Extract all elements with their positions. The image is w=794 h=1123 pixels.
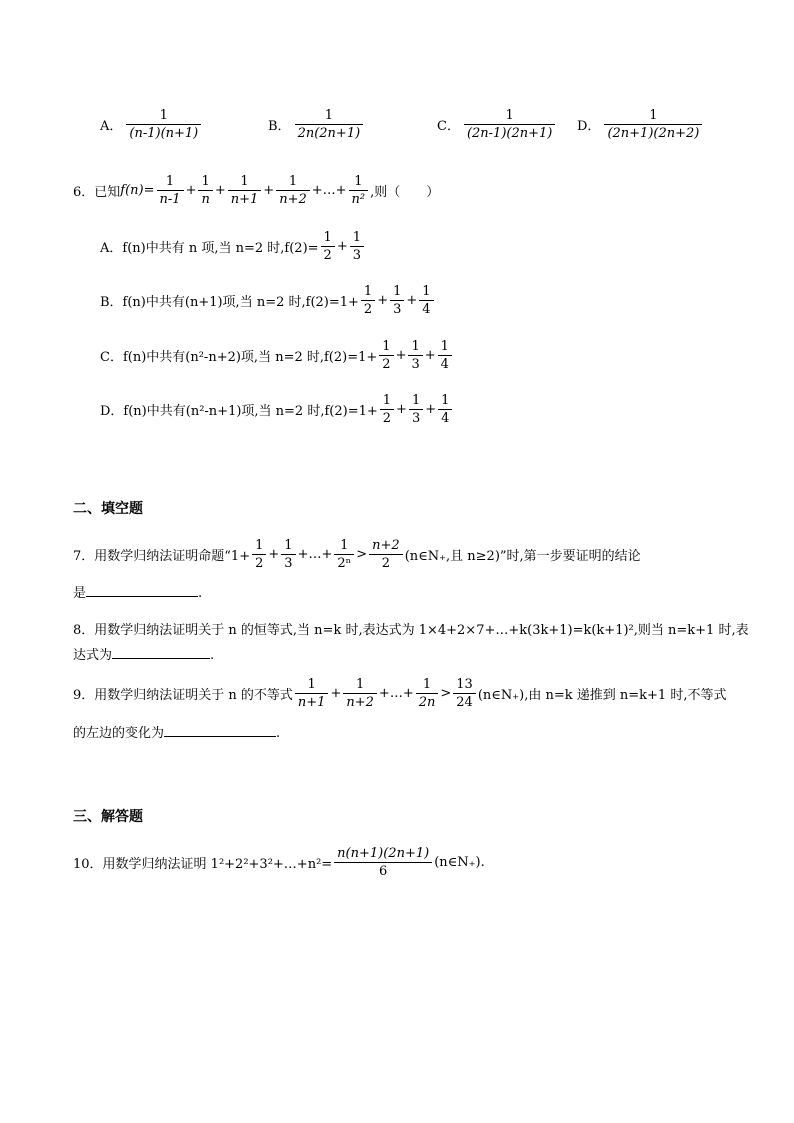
q7-line2: 是 . [73, 582, 202, 601]
q8-line2: 达式为 . [73, 644, 214, 663]
answer-blank[interactable] [112, 645, 210, 659]
fraction: $\frac{13}{24}$ [453, 677, 476, 710]
fraction: $\frac{1}{n-1}$ [157, 174, 184, 207]
q6-option-b: B．f(n)中共有(n+1)项,当 n=2 时,f(2)=1+ $\frac{1}{2}$ + $\frac{1}{3}$ + $\frac{1}{4}$ [100, 284, 436, 317]
fraction: $\frac{1}{n+2}$ [276, 174, 310, 207]
fraction: $\frac{1}{(2n+1)(2n+2)}$ [604, 108, 702, 141]
fraction: $\frac{1}{3}$ [390, 284, 404, 317]
fraction: $\frac{1}{\text{n²}}$ [349, 174, 369, 207]
fraction: $\frac{1}{2}$ [252, 538, 266, 571]
fraction: $\frac{1}{n+1}$ [228, 174, 262, 207]
q6-stem: 6．已知 f(n)= $\frac{1}{n-1}$ + $\frac{1}{n}$ + $\frac{1}{n+1}$ + $\frac{1}{n+2}$ +…+ $\frac{1}{\text{n²}}$ ,则（ ） [73, 174, 440, 207]
q6-option-a: A．f(n)中共有 n 项,当 n=2 时,f(2)= $\frac{1}{2}$ + $\frac{1}{3}$ [100, 230, 366, 263]
section-heading-fill-in: 二、填空题 [73, 501, 143, 517]
q8-line1: 8．用数学归纳法证明关于 n 的恒等式,当 n=k 时,表达式为 1×4+2×7+…+k(3k+1)=k(k+1)²,则当 n=k+1 时,表 [73, 623, 749, 638]
fraction: $\frac{1}{4}$ [438, 393, 452, 426]
fraction: $\frac{1}{2}$ [379, 339, 393, 372]
fraction: $\frac{1}{4}$ [419, 284, 433, 317]
q10-stem: 10．用数学归纳法证明 1²+2²+3²+…+n²= $\frac{n(n+1)(2n+1)}{6}$ (n∈N₊). [73, 846, 485, 879]
answer-blank[interactable] [86, 583, 198, 597]
fraction: $\frac{1}{3}$ [408, 339, 422, 372]
q7-line1: 7．用数学归纳法证明命题“1+ $\frac{1}{2}$ + $\frac{1}{3}$ +…+ $\frac{1}{\text{2ⁿ}}$ > $\frac{n+2}{2}$ (n∈N₊,且 n≥2)”时,第一步要证明的结论 [73, 538, 641, 571]
fraction: $\frac{1}{3}$ [281, 538, 295, 571]
fraction: $\frac{1}{(n-1)(n+1)}$ [126, 108, 201, 141]
fraction: $\frac{n+2}{2}$ [369, 538, 403, 571]
fraction: $\frac{1}{2n}$ [416, 677, 439, 710]
section-heading-solution: 三、解答题 [73, 809, 143, 825]
q5-option-b: B． $\frac{1}{2n(2n+1)}$ [268, 108, 365, 141]
q5-option-d: D． $\frac{1}{(2n+1)(2n+2)}$ [577, 108, 704, 141]
fraction: $\frac{1}{n+2}$ [343, 677, 377, 710]
answer-blank[interactable] [164, 723, 276, 737]
fraction: $\frac{1}{2n(2n+1)}$ [295, 108, 364, 141]
q6-option-c: C．f(n)中共有(n²-n+2)项,当 n=2 时,f(2)=1+ $\frac{1}{2}$ + $\frac{1}{3}$ + $\frac{1}{4}$ [100, 339, 454, 372]
q6-option-d: D．f(n)中共有(n²-n+1)项,当 n=2 时,f(2)=1+ $\frac{1}{2}$ + $\frac{1}{3}$ + $\frac{1}{4}$ [100, 393, 454, 426]
q9-line2: 的左边的变化为 . [73, 722, 280, 741]
q5-option-c: C． $\frac{1}{(2n-1)(2n+1)}$ [437, 108, 557, 141]
fraction: $\frac{n(n+1)(2n+1)}{6}$ [334, 846, 432, 879]
fraction: $\frac{1}{3}$ [409, 393, 423, 426]
fraction: $\frac{1}{4}$ [438, 339, 452, 372]
q9-line1: 9．用数学归纳法证明关于 n 的不等式 $\frac{1}{n+1}$ + $\frac{1}{n+2}$ +…+ $\frac{1}{2n}$ > $\frac{13}{24}$ (n∈N₊),由 n=k 递推到 n=k+1 时,不等式 [73, 677, 727, 710]
fraction: $\frac{1}{2}$ [361, 284, 375, 317]
q5-option-a: A． $\frac{1}{(n-1)(n+1)}$ [100, 108, 203, 141]
fraction: $\frac{1}{3}$ [350, 230, 364, 263]
fraction: $\frac{1}{2}$ [321, 230, 335, 263]
fraction: $\frac{1}{(2n-1)(2n+1)}$ [464, 108, 555, 141]
fraction: $\frac{1}{2}$ [380, 393, 394, 426]
fraction: $\frac{1}{n}$ [198, 174, 212, 207]
fraction: $\frac{1}{n+1}$ [295, 677, 329, 710]
fraction: $\frac{1}{\text{2ⁿ}}$ [334, 538, 354, 571]
